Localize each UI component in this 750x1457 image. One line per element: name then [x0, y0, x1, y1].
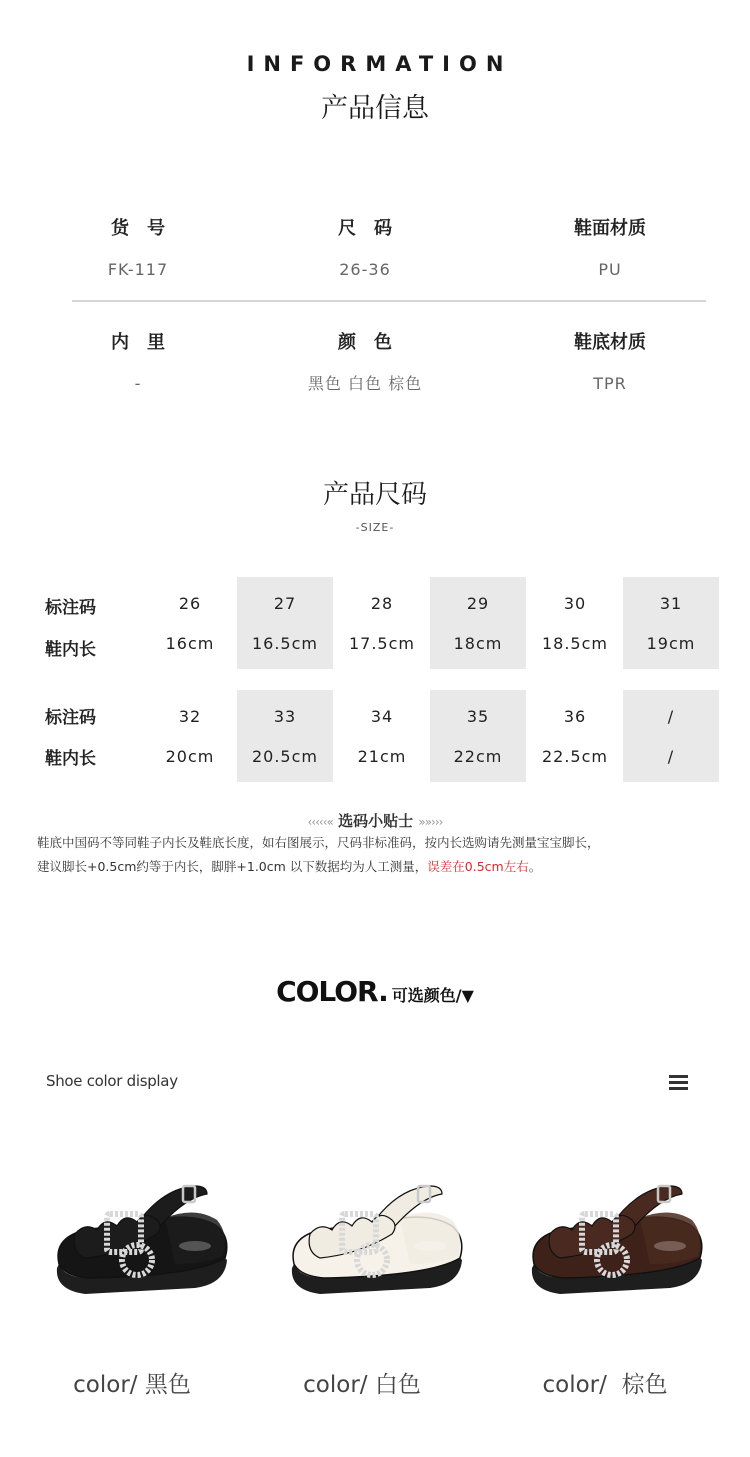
size-value: 26 [178, 594, 202, 613]
tips-line-1: 鞋底中国码不等同鞋子内长及鞋底长度，如右图展示，尺码非标准码，按内长选购请先测量宝宝脚长， [37, 835, 600, 850]
length-value: 21cm [357, 747, 407, 766]
info-value: FK-117 [107, 260, 169, 279]
size-value: 29 [466, 594, 490, 613]
color-caption-name: 棕色 [621, 1372, 668, 1398]
color-caption-name: 白色 [374, 1372, 421, 1398]
info-item-code [23, 217, 253, 281]
info-label: 货 号 [111, 218, 165, 239]
color-section-title [0, 975, 750, 1008]
info-value: TPR [593, 374, 627, 393]
info-label: 鞋面材质 [574, 218, 646, 239]
size-cell-shade [237, 690, 333, 782]
info-value: - [134, 374, 142, 393]
info-label: 尺 码 [338, 218, 392, 239]
info-label: 鞋底材质 [574, 332, 646, 353]
size-cell-shade [623, 690, 719, 782]
page-title-en: INFORMATION [246, 52, 513, 76]
info-item-size [250, 217, 480, 281]
tips-line-2-text: 建议脚长+0.5cm约等于内长，脚胖+1.0cm 以下数据均为人工测量， [37, 859, 428, 874]
info-value: PU [598, 260, 622, 279]
size-cell-shade [430, 690, 526, 782]
length-value: 18.5cm [541, 634, 608, 653]
size-section-title: 产品尺码 [322, 480, 427, 510]
size-cell-shade [237, 577, 333, 669]
tips-deco-left: ‹‹‹‹‹« [307, 815, 333, 829]
shoe-shine [414, 1241, 446, 1251]
color-caption-prefix: color/ [73, 1372, 138, 1398]
tips-line-2-highlight: 误差在0.5cm左右 [427, 859, 529, 874]
shoe-image-black [45, 1168, 235, 1308]
size-table-1 [0, 577, 750, 669]
shoe-shine [654, 1241, 686, 1251]
row-label-size: 标注码 [45, 598, 96, 618]
size-value: 27 [273, 594, 297, 613]
color-caption-brown [505, 1366, 705, 1399]
tips-deco-right: »»››› [418, 815, 443, 829]
info-value: 26-36 [339, 260, 391, 279]
color-title-zh: 可选颜色/▼ [391, 986, 474, 1005]
tips-line-2-end: 。 [528, 859, 542, 874]
row-label-size: 标注码 [45, 708, 96, 728]
menu-icon-bar [669, 1081, 688, 1084]
length-value: 19cm [646, 634, 696, 653]
shoe-heel [640, 1212, 700, 1264]
length-value: / [667, 747, 675, 766]
size-value: 33 [273, 707, 297, 726]
size-value: 32 [178, 707, 202, 726]
row-label-length: 鞋内长 [45, 640, 96, 660]
size-value: 28 [370, 594, 394, 613]
length-value: 20.5cm [251, 747, 318, 766]
color-caption-white [262, 1366, 462, 1399]
length-value: 20cm [165, 747, 215, 766]
info-divider [72, 300, 706, 302]
tips-line-2 [37, 857, 727, 875]
size-value: / [667, 707, 675, 726]
length-value: 16cm [165, 634, 215, 653]
size-value: 35 [466, 707, 490, 726]
size-cell-shade [623, 577, 719, 669]
info-value: 黑色 白色 棕色 [307, 374, 423, 393]
shoe-heel [400, 1212, 460, 1264]
shoe-image-brown [520, 1168, 710, 1308]
size-value: 31 [659, 594, 683, 613]
length-value: 18cm [453, 634, 503, 653]
color-caption-prefix: color/ [303, 1372, 368, 1398]
info-label: 内 里 [111, 332, 165, 353]
info-item-upper-material [495, 217, 725, 281]
length-value: 16.5cm [251, 634, 318, 653]
menu-icon-bar [669, 1075, 688, 1078]
tips-title-text: 选码小贴士 [338, 812, 414, 830]
info-item-color [250, 331, 480, 395]
size-value: 34 [370, 707, 394, 726]
info-item-lining [23, 331, 253, 395]
info-item-sole-material [495, 331, 725, 395]
page-title-zh: 产品信息 [321, 93, 429, 124]
tips-title [0, 810, 750, 831]
color-caption-prefix: color/ [542, 1372, 607, 1398]
size-cell-shade [430, 577, 526, 669]
shoe-image-white [280, 1168, 470, 1308]
size-section-subtitle: -SIZE- [355, 521, 395, 534]
length-value: 22.5cm [541, 747, 608, 766]
row-label-length: 鞋内长 [45, 749, 96, 769]
size-value: 30 [563, 594, 587, 613]
color-title-en: COLOR. [276, 975, 388, 1008]
length-value: 22cm [453, 747, 503, 766]
color-caption-black [32, 1366, 232, 1399]
shoe-shine [179, 1241, 211, 1251]
menu-icon[interactable] [669, 1075, 688, 1091]
menu-icon-bar [669, 1087, 688, 1090]
shoe-heel [165, 1212, 225, 1264]
info-label: 颜 色 [338, 332, 392, 353]
color-caption-name: 黑色 [144, 1372, 191, 1398]
shoe-color-display-label: Shoe color display [46, 1072, 178, 1090]
size-table-2 [0, 690, 750, 782]
length-value: 17.5cm [348, 634, 415, 653]
size-value: 36 [563, 707, 587, 726]
